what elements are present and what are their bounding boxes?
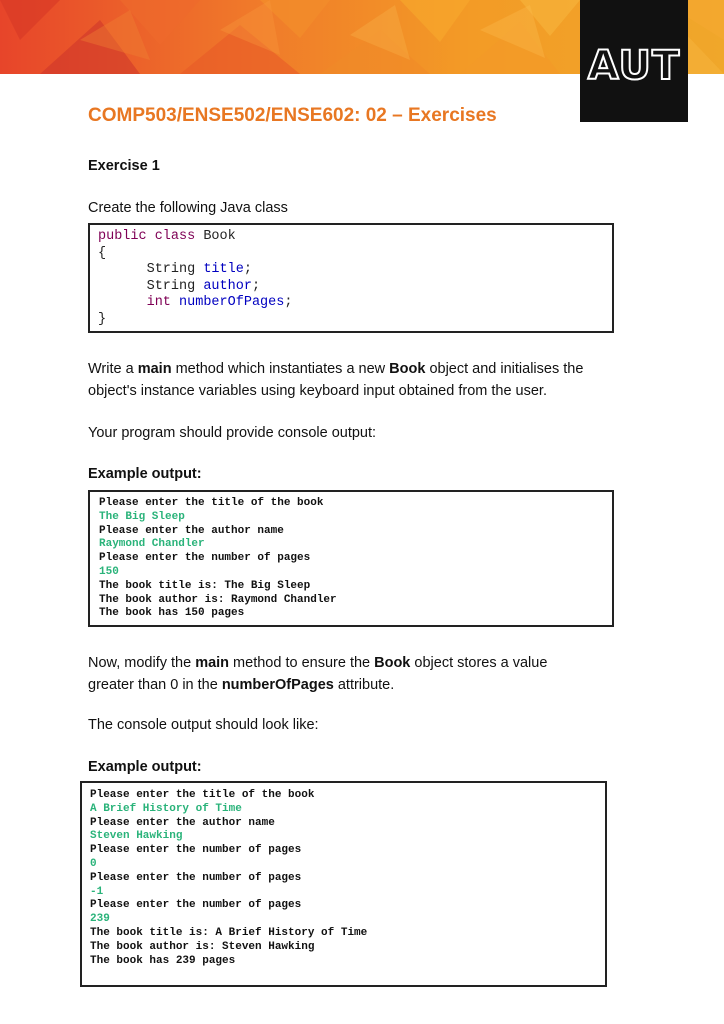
console-output-line: Please enter the number of pages (90, 871, 302, 884)
console-user-input-line: -1 (90, 885, 104, 898)
text-fragment: method to ensure the (229, 655, 375, 671)
console-user-input-line: Raymond Chandler (99, 538, 205, 551)
text-fragment: method which instantiates a new (171, 361, 390, 377)
code-token: ; (243, 262, 252, 277)
console-output-line: Please enter the title of the book (90, 789, 315, 801)
console-user-input-line: The Big Sleep (99, 510, 185, 523)
page-title: COMP503/ENSE502/ENSE602: 02 – Exercises (88, 105, 497, 126)
console-user-input-line: A Brief History of Time (90, 802, 242, 815)
console-output-line: Please enter the number of pages (99, 552, 311, 565)
keyword-main: main (137, 361, 172, 377)
code-token: int (146, 295, 171, 310)
example-output-label-2: Example output: (88, 759, 202, 775)
code-line (98, 295, 612, 312)
exercise-heading: Exercise 1 (88, 158, 160, 174)
console-output-line: Please enter the author name (99, 524, 284, 537)
console-user-input-line: 0 (90, 857, 97, 870)
console-output-intro: Your program should provide console output: (88, 425, 377, 441)
text-fragment: greater than 0 in the (88, 677, 222, 693)
code-line (98, 229, 612, 246)
console-output-line: The book title is: A Brief History of Time (90, 926, 368, 939)
example-output-block-2 (80, 781, 607, 987)
java-class-code-block (88, 223, 614, 333)
console-output-intro-2: The console output should look like: (88, 717, 319, 733)
code-token: String (98, 262, 204, 277)
intro-text: Create the following Java class (88, 200, 288, 216)
paragraph-modify-line-2 (88, 674, 547, 696)
code-token: public class (98, 229, 196, 244)
console-output-line: The book has 150 pages (99, 607, 245, 620)
code-token: author (203, 278, 252, 294)
aut-logo-text: AUT (587, 43, 681, 89)
console-output-line: Please enter the author name (90, 816, 275, 829)
console-output-line: The book has 239 pages (90, 954, 236, 967)
text-fragment: object stores a value (410, 655, 548, 671)
code-token: title (203, 262, 244, 277)
example-output-block-1 (88, 490, 614, 627)
code-token (171, 295, 179, 310)
code-token: String (98, 278, 204, 294)
paragraph-instructions-line-2: object's instance variables using keyboard input obtained from the user. (88, 383, 547, 399)
code-token: numberOfPages (179, 295, 285, 310)
text-fragment: Now, modify the (88, 655, 196, 671)
paragraph-instructions (88, 358, 583, 402)
console-output-line: Please enter the number of pages (90, 899, 302, 912)
code-token: } (98, 311, 107, 327)
code-token (98, 295, 147, 310)
code-token: Book (195, 229, 236, 244)
paragraph-instructions-line-1 (88, 358, 583, 380)
aut-logo (580, 0, 688, 122)
code-token: ; (284, 295, 293, 310)
code-token: ; (251, 278, 261, 294)
code-token: { (98, 245, 107, 261)
console-output-line: Please enter the number of pages (90, 844, 302, 857)
keyword-book: Book (374, 655, 411, 671)
console-output-line: Please enter the title of the book (99, 497, 324, 509)
text-fragment: Write a (88, 361, 138, 377)
keyword-main: main (195, 655, 230, 671)
paragraph-modify-line-1 (88, 652, 547, 674)
console-output-line: The book title is: The Big Sleep (99, 579, 311, 592)
keyword-book: Book (389, 361, 426, 377)
console-user-input-line: Steven Hawking (90, 830, 183, 843)
console-output-line: The book author is: Raymond Chandler (99, 593, 337, 606)
text-fragment: object and initialises the (425, 361, 584, 377)
keyword-numberofpages: numberOfPages (221, 677, 334, 693)
code-line (98, 262, 612, 279)
console-output-line: The book author is: Steven Hawking (90, 940, 315, 953)
console-user-input-line: 150 (99, 565, 119, 578)
code-line (98, 279, 612, 296)
paragraph-modify (88, 652, 547, 696)
text-fragment: attribute. (333, 677, 395, 693)
code-line (98, 246, 612, 263)
code-line (98, 312, 612, 329)
example-output-label-1: Example output: (88, 466, 202, 482)
console-user-input-line: 239 (90, 913, 110, 926)
